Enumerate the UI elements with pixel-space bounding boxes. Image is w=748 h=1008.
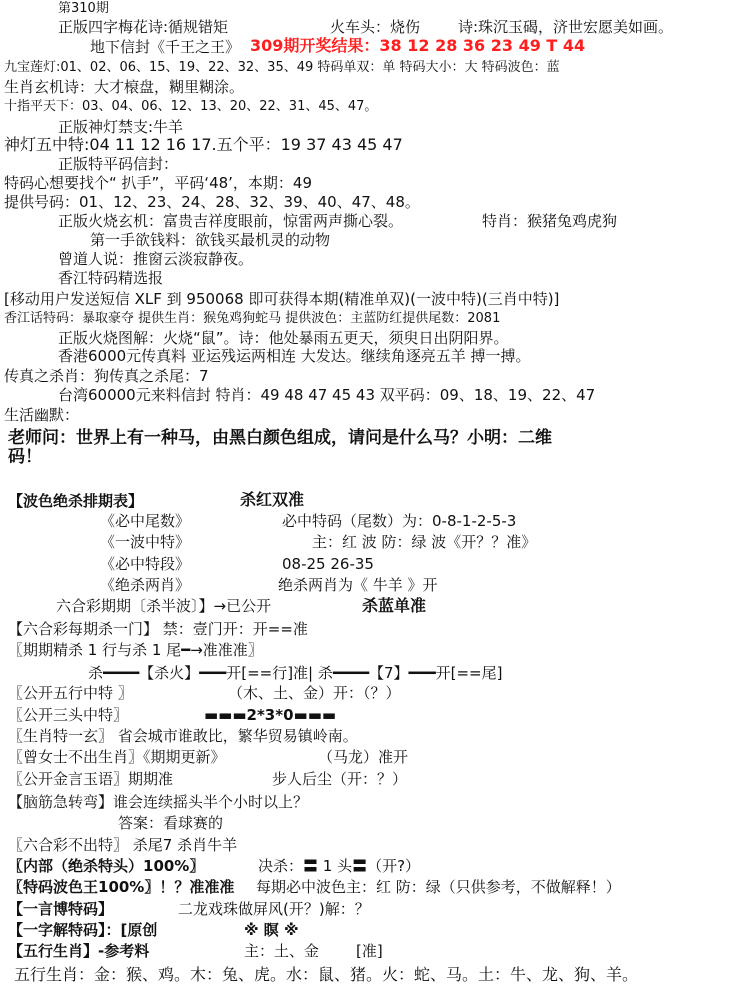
kill-fire-row: 杀━━━━【杀火】━━━开[==行]准| 杀━━━━【7】━━━开[==尾] [88,664,503,682]
underground-title: 地下信封《千王之王》 [90,38,241,56]
line-sms-promo: [移动用户发送短信 XLF 到 950068 即可获得本期(精准单双)(一波中特)(三肖中特)] [4,290,560,308]
five-element-label: 〖公开五行中特 〗 [8,684,133,702]
inner-kill-label: 〖内部（绝杀特头）100%〗 [8,857,205,875]
kill-gate: 【六合彩每期杀一门】 禁：壹门开：开==准 [8,620,308,638]
line-special-zodiac: 特肖：猴猪兔鸡虎狗 [482,212,618,230]
line-lotus: 九宝莲灯:01、02、06、15、19、22、32、35、49 特码单双：单 特码大小：大 特码波色：蓝 [4,60,560,75]
kill-row-title: 〖期期精杀 1 行与杀 1 尾━→准准准〗 [8,641,263,659]
lottery-result: 309期开奖结果：38 12 28 36 23 49 T 44 [250,36,586,55]
issue-number: 第310期 [58,1,109,16]
three-head-value: ▬▬▬2*3*0▬▬▬ [204,706,337,724]
one-char-value: ※ 瞑 ※ [244,921,299,939]
line-fire-graph: 正版火烧图解：火烧“鼠”。诗：他处暴雨五更天，须臾日出阴阳界。 [58,329,509,347]
line-fire-mystery: 正版火烧玄机：富贵吉祥度眼前，惊雷两声撕心裂。 [58,212,404,230]
poem-header: 正版四字梅花诗:循规错矩 [58,18,229,36]
line-zodiac-poem: 生肖玄机诗：大才榱盘，糊里糊涂。 [4,78,245,96]
line-hk-talk: 香江话特码：暴取豪夺 提供生肖：猴兔鸡狗蛇马 提供波色：主蓝防红提供尾数：2081 [4,311,501,326]
five-element-value: （木、土、金）开：（？） [228,684,401,702]
wave-king-value: 每期必中波色主：红 防：绿（只供参考，不做解释！） [256,878,621,896]
brain-teaser-answer: 答案：看球赛的 [118,814,224,832]
must-segment-value: 08-25 26-35 [282,555,374,573]
one-word-value: 二龙戏珠做屏风(开？)解：？ [178,900,370,918]
three-head-label: 〖公开三头中特〗 [8,706,129,724]
must-segment-label: 《必中特段》 [100,555,191,573]
zodiac-mystery: 〖生肖特一玄〗 省会城市谁敢比，繁华贸易镇岭南。 [8,727,358,745]
joke-line-1: 老师问：世界上有一种马，由黑白颜色组成，请问是什么马？小明：二维 [8,428,552,448]
line-first-hand: 第一手欲钱料：欲钱买最机灵的动物 [90,231,331,249]
line-hk-report: 香江特码精选报 [58,269,164,287]
no-special: 〖六合彩不出特〗 杀尾7 杀肖牛羊 [8,836,238,854]
kill-two-label: 《绝杀两肖》 [100,576,191,594]
joke-line-2: 码！ [8,447,42,467]
line-lamp-five: 神灯五中特:04 11 12 16 17.五个平：19 37 43 45 47 [4,135,403,154]
inner-kill-value: 决杀：〓 1 头〓（开?） [258,857,421,875]
half-wave-tag: 杀蓝单准 [362,596,427,615]
element-zodiac-label: 【五行生肖】-参考料 [8,942,150,960]
one-char-label: 【一字解特码】：[原创 [8,921,158,939]
element-zodiac-value: 主：土、金 [244,942,320,960]
train-head: 火车头：烧伤 [330,18,421,36]
s2-title-tag: 杀红双准 [240,490,305,509]
element-zodiac-tag: [准] [356,942,383,960]
zeng-value: （马龙）准开 [318,748,409,766]
must-tail-value: 必中特码（尾数）为：0-8-1-2-5-3 [282,512,517,530]
line-fax-kill: 传真之杀肖：狗传真之杀尾：7 [4,367,209,385]
must-tail-label: 《必中尾数》 [100,512,191,530]
line-taiwan: 台湾60000元来料信封 特肖：49 48 47 45 43 双平码：09、18、19、22、47 [58,386,596,404]
one-word-label: 【一言博特码】 [8,900,114,918]
line-lamp-forbid: 正版神灯禁支:牛羊 [58,118,184,136]
one-wave-label: 《一波中特》 [100,533,191,551]
half-wave-label: 六合彩期期〔杀半波〕】→已公开 [56,597,272,615]
line-zeng: 曾道人说：推窗云淡寂静夜。 [58,250,254,268]
line-numbers: 提供号码：01、12、23、24、28、32、39、40、47、48。 [4,193,420,211]
golden-words-label: 〖公开金言玉语〗期期准 [8,770,174,788]
s2-title: 【波色绝杀排期表】 [8,492,144,510]
line-pickpocket: 特码心想要找个“ 扒手”，平码‘48’，本期：49 [4,174,313,192]
brain-teaser: 【脑筋急转弯】谁会连续摇头半个小时以上？ [8,793,309,811]
poem-text: 诗:珠沉玉碣，济世宏愿美如画。 [458,18,674,36]
line-envelope: 正版特平码信封： [58,155,179,173]
line-hk-fax: 香港6000元传真料 亚运残运两相连 大发达。继续角逐亮五羊 搏一搏。 [58,347,531,365]
element-zodiac-list: 五行生肖：金：猴、鸡。木：兔、虎。水：鼠、猪。火：蛇、马。土：牛、龙、狗、羊。 [14,965,639,984]
zeng-label: 〖曾女士不出生肖〗《期期更新》 [8,748,226,766]
line-humor: 生活幽默： [4,406,80,424]
line-ten-fingers: 十指平天下：03、04、06、12、13、20、22、31、45、47。 [4,99,378,114]
kill-two-value: 绝杀两肖为《 牛羊 》开 [278,576,438,594]
one-wave-value: 主：红 波 防：绿 波《开？？准》 [312,533,537,551]
wave-king-label: 〖特码波色王100%〗！？准准准 [8,878,235,896]
golden-words-value: 步人后尘（开：？） [272,770,408,788]
